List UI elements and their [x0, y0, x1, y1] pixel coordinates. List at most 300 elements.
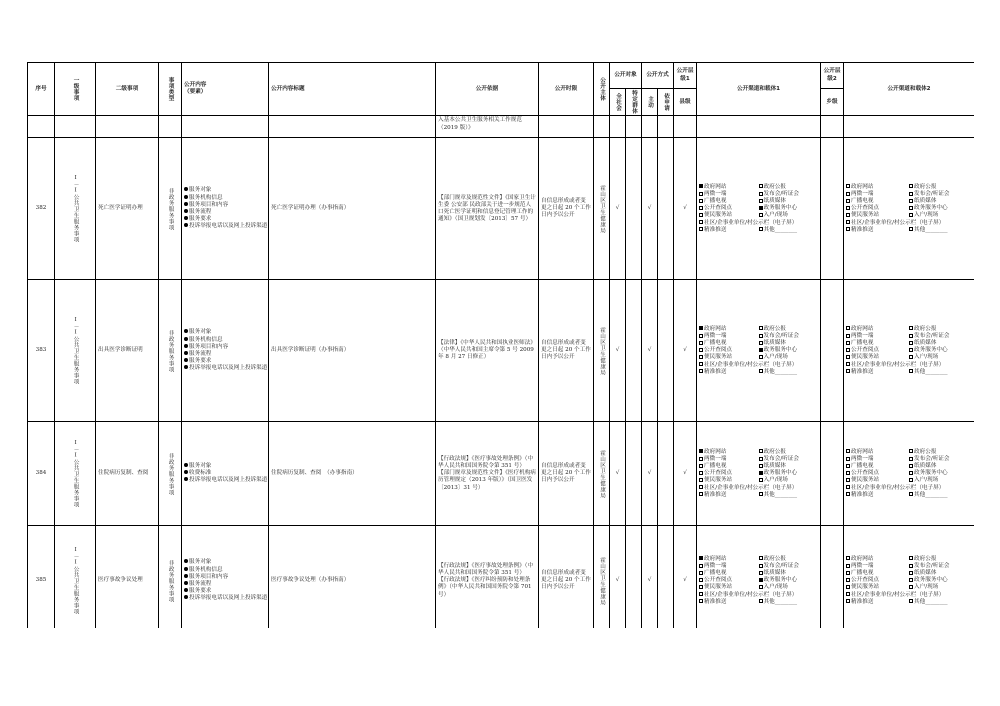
checkbox-unchecked-icon — [846, 227, 850, 231]
channel-option — [909, 584, 972, 591]
channel-label: 入户/现场 — [914, 354, 939, 361]
checkbox-unchecked-icon — [759, 227, 763, 231]
channel-option — [846, 477, 909, 484]
header-channels2: 公开渠道和载体2 — [844, 63, 974, 116]
checkbox-unchecked-icon — [846, 578, 850, 582]
checkbox-unchecked-icon — [846, 485, 850, 489]
header-audience-all: 全社会 — [610, 89, 626, 116]
row-channels2 — [844, 280, 974, 422]
channel-label: 政府网站 — [704, 325, 727, 332]
channel-label: 发布会/听证会 — [763, 563, 799, 570]
checkbox-unchecked-icon — [846, 471, 850, 475]
channel-option — [759, 227, 819, 234]
checkbox-unchecked-icon — [909, 192, 913, 196]
channel-label: 两微一端 — [851, 456, 874, 463]
row-basis — [436, 280, 539, 422]
checkbox-unchecked-icon — [699, 355, 703, 359]
channel-label: 精准推送 — [704, 598, 727, 605]
row-method-request — [658, 422, 674, 526]
checkbox-unchecked-icon — [909, 599, 913, 603]
channel-label: 入户/现场 — [914, 477, 939, 484]
element-label: 服务对象 — [189, 463, 212, 470]
continuation-row — [28, 116, 975, 138]
checkbox-unchecked-icon — [909, 227, 913, 231]
basis-line: 【行政法规】《医疗纠纷预防和处理条例》（中华人民共和国国务院令第 701 号） — [438, 577, 532, 598]
row-no: 385 — [28, 526, 55, 628]
cont-basis: 入基本公共卫生服务相关工作规范（2019 版）》 — [436, 116, 539, 138]
header-method-active: 主动 — [642, 89, 658, 116]
channel-label: 两微一端 — [704, 456, 727, 463]
checkbox-unchecked-icon — [759, 334, 763, 338]
table-row — [28, 526, 975, 628]
checkbox-unchecked-icon — [909, 449, 913, 453]
checkbox-unchecked-icon — [909, 348, 913, 352]
channel-option — [846, 184, 909, 191]
channel-label: 政府网站 — [704, 448, 727, 455]
checkbox-checked-icon — [759, 206, 763, 210]
bullet-icon — [184, 463, 188, 467]
channel-label: 政务服务中心 — [914, 347, 948, 354]
channel-option — [699, 477, 759, 484]
channel-option — [909, 354, 972, 361]
cont-all — [610, 116, 626, 138]
checkbox-unchecked-icon — [846, 348, 850, 352]
bullet-icon — [184, 223, 188, 227]
row-layer2-township — [821, 422, 844, 526]
checkbox-unchecked-icon — [699, 599, 703, 603]
checkbox-unchecked-icon — [699, 220, 703, 224]
checkbox-unchecked-icon — [846, 220, 850, 224]
checkbox-checked-icon — [759, 471, 763, 475]
row-level1 — [55, 280, 96, 422]
checkbox-unchecked-icon — [909, 341, 913, 345]
channel-label: 便民服务站 — [704, 354, 733, 361]
basis-line: 【部门规章及规范性文件】《医疗机构病历管理规定（2013 年版）》（国卫医发〔2013〕31 号） — [438, 470, 536, 491]
checkbox-unchecked-icon — [846, 599, 850, 603]
row-level2: 医疗事故争议处理 — [96, 526, 159, 628]
bullet-icon — [184, 351, 188, 355]
element-item — [184, 195, 266, 202]
channel-option — [846, 599, 909, 606]
checkbox-unchecked-icon — [846, 492, 850, 496]
row-item-type — [159, 138, 182, 280]
row-channels2 — [844, 138, 974, 280]
row-level2: 住院病历复制、查阅 — [96, 422, 159, 526]
header-time-limit: 公开时限 — [539, 63, 594, 116]
channel-label: 便民服务站 — [704, 584, 733, 591]
checkbox-unchecked-icon — [699, 478, 703, 482]
row-method-active: √ — [642, 138, 658, 280]
channel-label: 政府公报 — [763, 325, 786, 332]
row-item-type — [159, 280, 182, 422]
channel-option — [846, 492, 909, 499]
checkbox-unchecked-icon — [909, 206, 913, 210]
checkbox-unchecked-icon — [759, 355, 763, 359]
header-audience: 公开对象 — [610, 63, 642, 89]
channel-label: 两微一端 — [851, 333, 874, 340]
channel-option — [909, 227, 972, 234]
checkbox-unchecked-icon — [846, 449, 850, 453]
row-no: 383 — [28, 280, 55, 422]
channel-label: 入户/现场 — [763, 584, 788, 591]
channel-option — [699, 556, 759, 563]
channel-label: 发布会/听证会 — [914, 563, 950, 570]
row-elements — [182, 280, 269, 422]
channel-label: 政府网站 — [851, 183, 874, 190]
channel-label: 政府网站 — [704, 183, 727, 190]
channel-option — [846, 584, 909, 591]
header-method-request: 依申请 — [658, 89, 674, 116]
cont-content — [182, 116, 269, 138]
checkbox-unchecked-icon — [909, 199, 913, 203]
checkbox-unchecked-icon — [909, 471, 913, 475]
checkbox-unchecked-icon — [759, 199, 763, 203]
table-row — [28, 138, 975, 280]
table-row — [28, 280, 975, 422]
channel-label: 公开查阅点 — [851, 577, 880, 584]
row-time-limit: 自信息形成或者变更之日起 20 个工作日内予以公开 — [539, 280, 594, 422]
checkbox-unchecked-icon — [759, 457, 763, 461]
row-no: 382 — [28, 138, 55, 280]
checkbox-unchecked-icon — [846, 334, 850, 338]
row-layer2-township — [821, 526, 844, 628]
channel-label: 两微一端 — [851, 191, 874, 198]
header-layer2: 公开层级2 — [821, 63, 844, 89]
row-subject-text: 霍山区卫生健康局 — [599, 556, 606, 606]
row-elements — [182, 422, 269, 526]
channel-option — [846, 592, 972, 599]
channel-label: 广播电视 — [851, 570, 874, 577]
channel-label: 政府公报 — [914, 183, 937, 190]
row-audience-specific — [626, 526, 642, 628]
element-label: 服务项目和内容 — [189, 201, 229, 208]
bullet-icon — [184, 581, 188, 585]
channel-label: 两微一端 — [704, 191, 727, 198]
bullet-icon — [184, 559, 188, 563]
channel-label: 政务服务中心 — [914, 577, 948, 584]
basis-line: （中华人民共和国主席令第 5 号 2009 年 8 月 27 日修正） — [438, 347, 534, 361]
checkbox-unchecked-icon — [699, 199, 703, 203]
channel-option — [699, 227, 759, 234]
channel-label: 公开查阅点 — [851, 470, 880, 477]
channel-label: 政务服务中心 — [914, 205, 948, 212]
checkbox-unchecked-icon — [846, 184, 850, 188]
row-method-request — [658, 138, 674, 280]
channel-option — [909, 449, 972, 456]
row-subject — [594, 280, 610, 422]
cont-channels1 — [697, 116, 821, 138]
row-audience-all: √ — [610, 526, 626, 628]
row-audience-all: √ — [610, 280, 626, 422]
row-channels1 — [697, 422, 821, 526]
header-layer1-county: 县级 — [674, 89, 697, 116]
row-subject — [594, 138, 610, 280]
row-audience-specific — [626, 138, 642, 280]
table-row — [28, 422, 975, 526]
channel-label: 入户/现场 — [763, 477, 788, 484]
checkbox-unchecked-icon — [759, 556, 763, 560]
channel-option — [846, 556, 909, 563]
channel-label: 政府网站 — [851, 448, 874, 455]
row-audience-all: √ — [610, 138, 626, 280]
channel-option — [699, 592, 818, 599]
channel-label: 广播电视 — [851, 198, 874, 205]
channel-label: 入户/现场 — [914, 212, 939, 219]
row-level1-text: Ⅰ－Ⅰ公共卫生服务事项 — [72, 174, 79, 243]
channel-option — [699, 362, 818, 369]
checkbox-unchecked-icon — [909, 464, 913, 468]
row-channels1 — [697, 526, 821, 628]
channel-label: 广播电视 — [851, 463, 874, 470]
channel-label: 精准推送 — [704, 368, 727, 375]
checkbox-unchecked-icon — [846, 206, 850, 210]
element-label: 服务对象 — [189, 329, 212, 336]
disclosure-table — [27, 62, 974, 628]
channel-label: 政府网站 — [851, 555, 874, 562]
cont-level2 — [96, 116, 159, 138]
checkbox-unchecked-icon — [846, 326, 850, 330]
checkbox-unchecked-icon — [909, 184, 913, 188]
channel-label: 政府网站 — [851, 325, 874, 332]
checkbox-unchecked-icon — [846, 478, 850, 482]
element-item — [184, 595, 266, 602]
checkbox-unchecked-icon — [846, 464, 850, 468]
element-label: 服务流程 — [189, 350, 212, 357]
channel-label: 便民服务站 — [851, 212, 880, 219]
channel-label: 精准推送 — [704, 226, 727, 233]
element-label: 服务要求 — [189, 358, 212, 365]
channel-label: 精准推送 — [851, 598, 874, 605]
basis-line: 【部门规章及规范性文件】《国家卫生计生委 公安部 民政部关于进一步规范人口死亡医学证明和信息登记管理工作的通知》（国卫规划发〔2013〕57 号） — [438, 194, 536, 223]
cont-channels2 — [844, 116, 974, 138]
element-label: 收费标准 — [189, 470, 212, 477]
channel-label: 广播电视 — [704, 570, 727, 577]
checkbox-unchecked-icon — [699, 585, 703, 589]
element-item — [184, 337, 266, 344]
checkbox-unchecked-icon — [699, 592, 703, 596]
row-basis — [436, 422, 539, 526]
channel-option — [909, 477, 972, 484]
row-level1-text: Ⅰ－Ⅰ公共卫生服务事项 — [72, 439, 79, 508]
channel-label: 公开查阅点 — [851, 347, 880, 354]
checkbox-unchecked-icon — [909, 478, 913, 482]
channel-label: 入户/现场 — [763, 212, 788, 219]
checkbox-unchecked-icon — [909, 571, 913, 575]
row-channels1 — [697, 138, 821, 280]
channel-option — [699, 184, 759, 191]
element-item — [184, 477, 266, 484]
channel-option — [699, 449, 759, 456]
checkbox-unchecked-icon — [759, 599, 763, 603]
channel-label: 公开查阅点 — [704, 205, 733, 212]
row-method-active: √ — [642, 422, 658, 526]
checkbox-checked-icon — [699, 556, 703, 560]
checkbox-unchecked-icon — [699, 334, 703, 338]
channel-option — [759, 212, 819, 219]
channel-option — [759, 326, 819, 333]
element-item — [184, 581, 266, 588]
element-label: 服务流程 — [189, 208, 212, 215]
checkbox-unchecked-icon — [759, 341, 763, 345]
row-item-type — [159, 422, 182, 526]
channel-option — [909, 326, 972, 333]
checkbox-unchecked-icon — [699, 369, 703, 373]
channel-label: 其他________ — [763, 598, 798, 605]
element-item — [184, 209, 266, 216]
header-title: 公开内容标题 — [269, 63, 436, 116]
row-elements — [182, 526, 269, 628]
checkbox-unchecked-icon — [759, 449, 763, 453]
header-row-1 — [28, 63, 975, 89]
checkbox-unchecked-icon — [846, 213, 850, 217]
channel-option — [699, 212, 759, 219]
row-subject-text: 霍山区卫生健康局 — [599, 449, 606, 499]
channel-option — [846, 212, 909, 219]
channel-label: 便民服务站 — [704, 477, 733, 484]
channel-label: 发布会/听证会 — [763, 333, 799, 340]
channel-label: 入户/现场 — [763, 354, 788, 361]
row-layer1-county: √ — [674, 138, 697, 280]
channels2-list — [846, 556, 972, 606]
channel-label: 其他________ — [914, 491, 948, 498]
checkbox-checked-icon — [759, 348, 763, 352]
checkbox-unchecked-icon — [699, 564, 703, 568]
channel-option — [699, 492, 759, 499]
element-item — [184, 351, 266, 358]
checkbox-unchecked-icon — [846, 341, 850, 345]
channel-option — [699, 584, 759, 591]
element-label: 服务对象 — [189, 559, 212, 566]
row-subject — [594, 526, 610, 628]
bullet-icon — [184, 209, 188, 213]
channel-label: 社区/企事业单位/村公示栏（电子屏） — [704, 484, 798, 491]
row-audience-specific — [626, 280, 642, 422]
row-audience-specific — [626, 422, 642, 526]
channel-label: 精准推送 — [851, 368, 874, 375]
element-item — [184, 365, 266, 372]
channel-option — [846, 369, 909, 376]
element-item — [184, 329, 266, 336]
channel-label: 政府公报 — [914, 448, 937, 455]
channel-label: 政务服务中心 — [914, 470, 948, 477]
checkbox-unchecked-icon — [846, 355, 850, 359]
channel-label: 政务服务中心 — [763, 470, 798, 477]
channel-option — [846, 220, 972, 227]
channel-option — [909, 492, 972, 499]
checkbox-unchecked-icon — [909, 334, 913, 338]
channel-label: 纸质媒体 — [763, 198, 786, 205]
element-label: 投诉举报电话以及网上投诉渠道 — [189, 595, 268, 602]
checkbox-unchecked-icon — [759, 571, 763, 575]
checkbox-unchecked-icon — [846, 556, 850, 560]
checkbox-checked-icon — [699, 449, 703, 453]
channels2-list — [846, 184, 972, 234]
element-item — [184, 574, 266, 581]
row-level1 — [55, 526, 96, 628]
row-time-limit: 自信息形成或者变更之日起 20 个工作日内予以公开 — [539, 138, 594, 280]
element-label: 服务项目和内容 — [189, 343, 229, 350]
channel-label: 纸质媒体 — [914, 198, 937, 205]
channel-option — [699, 369, 759, 376]
channels2-list — [846, 449, 972, 499]
channel-label: 纸质媒体 — [914, 463, 937, 470]
row-layer1-county: √ — [674, 280, 697, 422]
checkbox-unchecked-icon — [846, 564, 850, 568]
checkbox-unchecked-icon — [699, 348, 703, 352]
cont-specific — [626, 116, 642, 138]
channel-label: 社区/企事业单位/村公示栏（电子屏） — [851, 361, 945, 368]
channel-label: 发布会/听证会 — [914, 456, 950, 463]
channel-option — [759, 354, 819, 361]
channel-option — [909, 556, 972, 563]
checkbox-checked-icon — [759, 578, 763, 582]
channel-label: 便民服务站 — [851, 354, 880, 361]
channel-label: 政务服务中心 — [763, 347, 798, 354]
channel-label: 政府公报 — [914, 555, 937, 562]
channel-label: 社区/企事业单位/村公示栏（电子屏） — [851, 219, 945, 226]
checkbox-unchecked-icon — [759, 213, 763, 217]
row-basis — [436, 526, 539, 628]
channel-option — [759, 584, 819, 591]
element-item — [184, 223, 266, 230]
checkbox-unchecked-icon — [699, 571, 703, 575]
channel-option — [699, 485, 818, 492]
header-item-type: 事项类型 — [159, 63, 182, 116]
channel-label: 社区/企事业单位/村公示栏（电子屏） — [704, 361, 798, 368]
channel-label: 社区/企事业单位/村公示栏（电子屏） — [704, 219, 798, 226]
element-label: 投诉举报电话以及网上投诉渠道 — [189, 223, 268, 230]
checkbox-unchecked-icon — [909, 213, 913, 217]
bullet-icon — [184, 477, 188, 481]
checkbox-unchecked-icon — [699, 485, 703, 489]
channel-label: 便民服务站 — [704, 212, 733, 219]
channel-label: 精准推送 — [704, 491, 727, 498]
channel-option — [909, 184, 972, 191]
channel-option — [759, 184, 819, 191]
checkbox-unchecked-icon — [759, 464, 763, 468]
row-layer1-county: √ — [674, 526, 697, 628]
checkbox-unchecked-icon — [909, 457, 913, 461]
checkbox-unchecked-icon — [699, 578, 703, 582]
channel-label: 政府网站 — [704, 555, 727, 562]
channel-label: 社区/企事业单位/村公示栏（电子屏） — [851, 591, 945, 598]
checkbox-checked-icon — [699, 326, 703, 330]
bullet-icon — [184, 187, 188, 191]
channel-option — [909, 212, 972, 219]
channel-option — [759, 477, 819, 484]
channel-option — [846, 485, 972, 492]
bullet-icon — [184, 329, 188, 333]
row-elements — [182, 138, 269, 280]
row-time-limit: 自信息形成或者变更之日起 20 个工作日内予以公开 — [539, 422, 594, 526]
checkbox-unchecked-icon — [699, 492, 703, 496]
row-layer2-township — [821, 138, 844, 280]
element-label: 服务机构信息 — [189, 566, 223, 573]
channel-option — [909, 599, 972, 606]
checkbox-unchecked-icon — [759, 478, 763, 482]
element-item — [184, 187, 266, 194]
channel-option — [699, 599, 759, 606]
channel-label: 社区/企事业单位/村公示栏（电子屏） — [704, 591, 798, 598]
header-level1: 一级事项 — [55, 63, 96, 116]
channel-label: 两微一端 — [704, 563, 727, 570]
channel-option — [909, 369, 972, 376]
element-item — [184, 202, 266, 209]
channel-label: 其他________ — [763, 491, 798, 498]
checkbox-unchecked-icon — [759, 564, 763, 568]
channel-label: 其他________ — [763, 368, 798, 375]
element-item — [184, 344, 266, 351]
